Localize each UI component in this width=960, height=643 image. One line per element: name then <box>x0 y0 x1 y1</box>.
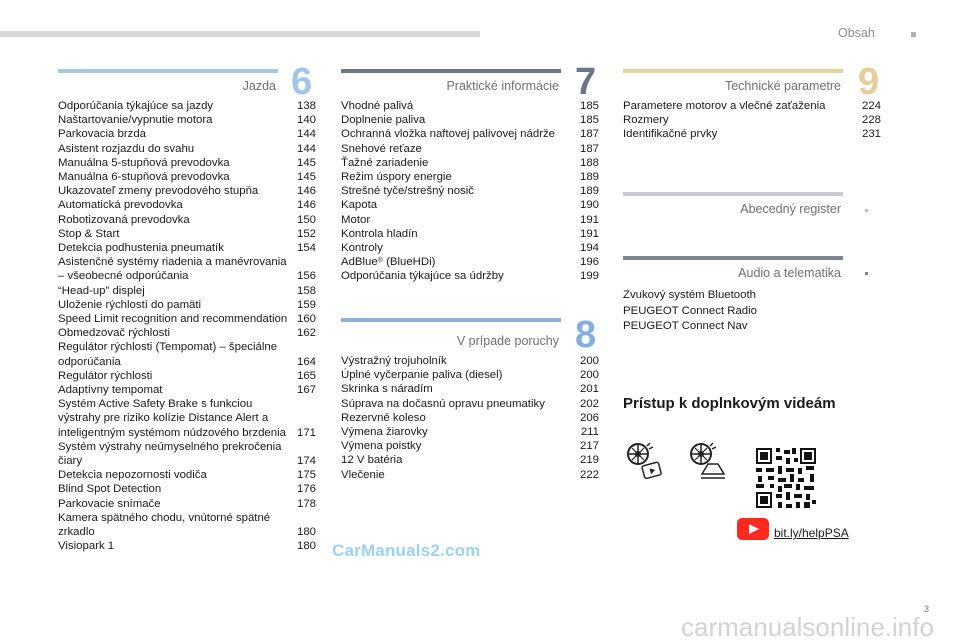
video-play-icon[interactable] <box>737 518 769 540</box>
toc-item-title: Kamera spätného chodu, vnútorné spätné zrkadlo <box>58 511 271 539</box>
toc-item[interactable] <box>341 241 599 255</box>
toc-item-title: Rezervné koleso <box>341 411 426 424</box>
toc-item[interactable] <box>341 368 599 382</box>
toc-item[interactable] <box>341 411 599 425</box>
toc-item[interactable] <box>58 284 316 298</box>
toc-item-title: Detekcia nepozornosti vodiča <box>58 469 207 482</box>
toc-item-page: 217 <box>579 440 599 453</box>
top-decorative-bar <box>0 31 480 37</box>
toc-item-page: 188 <box>579 156 599 169</box>
toc-item-page: 164 <box>296 355 316 368</box>
toc-item[interactable] <box>58 326 316 340</box>
toc-item-title: Asistenčné systémy riadenia a manévrovania – všeobecné odporúčania <box>58 256 287 283</box>
toc-item-title: Manuálna 5-stupňová prevodovka <box>58 156 230 169</box>
toc-item-title: Výmena poistky <box>341 440 422 453</box>
section-header <box>623 61 881 103</box>
toc-item-title: “Head-up” displej <box>58 284 145 297</box>
toc-item[interactable] <box>58 255 316 283</box>
toc-item-title: Odporúčania týkajúce sa jazdy <box>58 100 214 112</box>
abc-marker <box>865 209 868 212</box>
toc-item-page: 228 <box>861 114 881 127</box>
toc-item-page: 144 <box>296 128 316 141</box>
section-number: 6 <box>291 61 313 103</box>
obsah-marker <box>911 32 916 37</box>
toc-item-page: 175 <box>296 469 316 482</box>
toc-item-title: Kapota <box>341 199 378 212</box>
toc-item-title: Doplnenie paliva <box>341 114 426 127</box>
toc-item-page: 167 <box>296 384 316 397</box>
toc-item-title: Robotizovaná prevodovka <box>58 213 190 226</box>
toc-item-page: 171 <box>296 426 316 439</box>
toc-item-title: Regulátor rýchlosti (Tempomat) – špeciálne odporúčania <box>58 341 278 368</box>
videos-title: Prístup k doplnkovým videám <box>623 395 836 412</box>
toc-item[interactable] <box>58 340 316 368</box>
toc-item[interactable] <box>341 453 599 467</box>
toc-item[interactable] <box>58 170 316 184</box>
toc-item-title: Výmena žiarovky <box>341 426 428 439</box>
toc-item-page: 190 <box>579 199 599 212</box>
toc-item-page: 206 <box>579 411 599 424</box>
toc-item-title: Parkovacia brzda <box>58 128 147 141</box>
toc-item[interactable] <box>623 113 881 127</box>
toc-item-title: Parkovacie snímače <box>58 497 161 510</box>
section-header <box>341 61 599 103</box>
toc-item-page: 159 <box>296 298 316 311</box>
toc-item-title: 12 V batéria <box>341 454 403 467</box>
toc-item-title: Asistent rozjazdu do svahu <box>58 142 195 155</box>
section-number: 7 <box>575 61 597 103</box>
section-title: Jazda <box>242 79 276 93</box>
toc-item-title: Odporúčania týkajúce sa údržby <box>341 270 504 283</box>
toc-item-title: Systém Active Safety Brake s funkciou výstrahy pre riziko kolízie Distance Alert a inteligentným systémom núdzového brzdenia <box>58 398 286 439</box>
toc-item-page: 185 <box>579 114 599 127</box>
toc-item-title: Rozmery <box>623 114 669 127</box>
section-title: Praktické informácie <box>446 79 559 93</box>
toc-item-title: Kontrola hladín <box>341 227 418 240</box>
toc-item[interactable] <box>341 156 599 170</box>
toc-item-title: Obmedzovač rýchlosti <box>58 327 171 340</box>
section-title: Abecedný register <box>740 202 841 216</box>
section-audio-a-telematika <box>623 256 881 335</box>
toc-item-title: AdBlue® (BlueHDi) <box>341 256 436 269</box>
toc-item[interactable] <box>341 142 599 156</box>
toc-item-page: 176 <box>296 483 316 496</box>
toc-item[interactable] <box>623 127 881 141</box>
toc-item-page: 185 <box>579 100 599 112</box>
toc-item[interactable] <box>341 255 599 269</box>
toc-item[interactable] <box>341 468 599 482</box>
toc-item[interactable] <box>58 156 316 170</box>
toc-item-title: Detekcia podhustenia pneumatík <box>58 242 224 255</box>
toc-item-page: 202 <box>579 397 599 410</box>
toc-item[interactable] <box>58 99 316 113</box>
toc-item-title: Strešné tyče/strešný nosič <box>341 185 474 198</box>
toc-item-title: Adaptívny tempomat <box>58 384 163 397</box>
toc-item[interactable] <box>58 369 316 383</box>
toc-item[interactable] <box>341 198 599 212</box>
toc-item-page: 222 <box>579 468 599 481</box>
toc-item-page: 180 <box>296 526 316 539</box>
toc-item-page: 200 <box>579 369 599 382</box>
toc-item[interactable] <box>341 354 599 368</box>
toc-item-title: Úplné vyčerpanie paliva (diesel) <box>341 369 503 382</box>
section-bar <box>341 69 561 73</box>
toc-list <box>341 99 599 284</box>
audio-item[interactable]: Zvukový systém Bluetooth <box>623 289 756 301</box>
audio-item[interactable]: PEUGEOT Connect Nav <box>623 320 748 333</box>
toc-item-page: 145 <box>296 156 316 169</box>
toc-item-title: Parametere motorov a vlečné zaťaženia <box>623 100 826 112</box>
toc-list <box>623 99 881 142</box>
section-header <box>58 61 316 103</box>
qr-code-icon[interactable] <box>754 446 818 510</box>
section-technicke-parametre <box>623 61 881 142</box>
toc-item-title: Automatická prevodovka <box>58 199 183 212</box>
toc-item-title: Režim úspory energie <box>341 171 452 184</box>
toc-item[interactable] <box>58 113 316 127</box>
section-jazda <box>58 61 316 554</box>
section-number: 9 <box>858 61 880 103</box>
toc-item[interactable] <box>623 99 881 113</box>
section-prakticke-informacie <box>341 61 599 284</box>
toc-item-page: 156 <box>296 270 316 283</box>
toc-item-title: Vlečenie <box>341 468 385 481</box>
toc-item[interactable] <box>58 497 316 511</box>
toc-item[interactable] <box>58 511 316 539</box>
toc-item-page: 165 <box>296 369 316 382</box>
toc-item-page: 231 <box>861 128 881 141</box>
toc-item[interactable] <box>58 127 316 141</box>
toc-item-page: 145 <box>296 171 316 184</box>
toc-item[interactable] <box>58 539 316 553</box>
toc-item-title: Ochranná vložka naftovej palivovej nádrže <box>341 128 556 141</box>
toc-item-title: Motor <box>341 213 371 226</box>
toc-item-page: 200 <box>579 355 599 367</box>
toc-item-page: 187 <box>579 128 599 141</box>
carmanuals-watermark: CarManuals2.com <box>332 541 481 560</box>
toc-item[interactable] <box>58 440 316 468</box>
toc-item-page: 191 <box>579 227 599 240</box>
toc-item-title: Ťažné zariadenie <box>341 156 429 169</box>
section-bar <box>58 69 278 73</box>
toc-item-page: 191 <box>579 213 599 226</box>
toc-item-title: Kontroly <box>341 242 383 255</box>
toc-item[interactable] <box>341 99 599 113</box>
toc-item[interactable] <box>341 113 599 127</box>
toc-item[interactable] <box>341 439 599 453</box>
toc-item[interactable] <box>58 298 316 312</box>
toc-item[interactable] <box>341 425 599 439</box>
toc-item-page: 180 <box>296 540 316 553</box>
carmanualsonline-watermark: carmanualsonline.info <box>681 612 934 642</box>
toc-item-page: 174 <box>296 455 316 468</box>
toc-item[interactable] <box>341 170 599 184</box>
toc-item-page: 189 <box>579 171 599 184</box>
toc-item-title: Ukazovateľ zmeny prevodového stupňa <box>58 185 259 198</box>
section-bar <box>623 192 843 196</box>
toc-item-page: 199 <box>579 270 599 283</box>
toc-item-page: 187 <box>579 142 599 155</box>
section-title: Audio a telematika <box>738 266 841 280</box>
toc-item[interactable] <box>58 383 316 397</box>
obsah-label: Obsah <box>838 26 875 40</box>
wheel-car-icon[interactable] <box>688 440 728 482</box>
toc-item[interactable] <box>58 227 316 241</box>
toc-item[interactable] <box>58 198 316 212</box>
toc-item-page: 146 <box>296 185 316 198</box>
toc-item-title: Identifikačné prvky <box>623 128 718 141</box>
toc-item-title: Manuálna 6-stupňová prevodovka <box>58 171 230 184</box>
section-header <box>623 192 881 222</box>
toc-item-page: 160 <box>296 313 316 326</box>
toc-item-page: 196 <box>579 256 599 269</box>
toc-item-page: 189 <box>579 185 599 198</box>
toc-item-page: 154 <box>296 242 316 255</box>
toc-item[interactable] <box>341 269 599 283</box>
toc-item-title: Visiopark 1 <box>58 540 115 553</box>
toc-item[interactable] <box>58 142 316 156</box>
toc-item-title: Výstražný trojuholník <box>341 355 447 367</box>
toc-list <box>341 354 599 482</box>
toc-item-title: Naštartovanie/vypnutie motora <box>58 114 213 127</box>
toc-item-page: 140 <box>296 114 316 127</box>
toc-item[interactable] <box>58 241 316 255</box>
toc-item[interactable] <box>58 482 316 496</box>
toc-item-page: 194 <box>579 242 599 255</box>
section-bar <box>623 69 843 73</box>
toc-item-title: Blind Spot Detection <box>58 483 162 496</box>
toc-item-title: Stop & Start <box>58 227 120 240</box>
toc-item[interactable] <box>341 213 599 227</box>
toc-item[interactable] <box>341 127 599 141</box>
toc-item-page: 178 <box>296 497 316 510</box>
audio-list <box>623 288 881 335</box>
audio-marker <box>865 272 868 275</box>
toc-item-title: Uloženie rýchlostí do pamäti <box>58 298 202 311</box>
toc-item[interactable] <box>341 227 599 241</box>
section-bar <box>341 318 561 322</box>
toc-item-page: 219 <box>579 454 599 467</box>
toc-item[interactable] <box>58 397 316 440</box>
section-title: V prípade poruchy <box>456 334 559 348</box>
section-abecedny-register <box>623 192 881 222</box>
toc-list <box>58 99 316 554</box>
toc-item-page: 158 <box>296 284 316 297</box>
toc-item[interactable] <box>58 468 316 482</box>
page-number: 3 <box>924 604 930 614</box>
toc-item-page: 144 <box>296 142 316 155</box>
section-header <box>341 314 599 356</box>
section-bar <box>623 256 843 260</box>
section-number: 8 <box>575 314 597 356</box>
section-title: Technické parametre <box>724 79 841 93</box>
toc-item-page: 138 <box>296 100 316 112</box>
section-header <box>623 256 881 288</box>
toc-item-page: 150 <box>296 213 316 226</box>
toc-item[interactable] <box>58 184 316 198</box>
toc-item[interactable] <box>58 213 316 227</box>
toc-item[interactable] <box>341 397 599 411</box>
toc-item-page: 224 <box>861 100 881 112</box>
help-link[interactable]: bit.ly/helpPSA <box>774 526 849 540</box>
toc-item-page: 201 <box>579 383 599 396</box>
toc-item-title: Systém výstrahy neúmyselného prekročenia čiary <box>58 440 282 468</box>
toc-item-page: 211 <box>580 426 599 439</box>
section-v-pripade-poruchy <box>341 314 599 482</box>
toc-item[interactable] <box>341 382 599 396</box>
toc-item-title: Speed Limit recognition and recommendation <box>58 313 288 326</box>
toc-item-title: Regulátor rýchlosti <box>58 369 153 382</box>
toc-item-title: Snehové reťaze <box>341 142 422 155</box>
toc-item-page: 162 <box>296 327 316 340</box>
toc-item-title: Vhodné palivá <box>341 100 414 112</box>
toc-item-title: Súprava na dočasnú opravu pneumatiky <box>341 397 545 410</box>
toc-item-title: Skrinka s náradím <box>341 383 433 396</box>
audio-item[interactable]: PEUGEOT Connect Radio <box>623 304 758 317</box>
toc-item-page: 152 <box>296 227 316 240</box>
toc-item-page: 146 <box>296 199 316 212</box>
toc-item[interactable] <box>58 312 316 326</box>
wheel-tablet-icon[interactable] <box>625 440 665 482</box>
toc-item[interactable] <box>341 184 599 198</box>
